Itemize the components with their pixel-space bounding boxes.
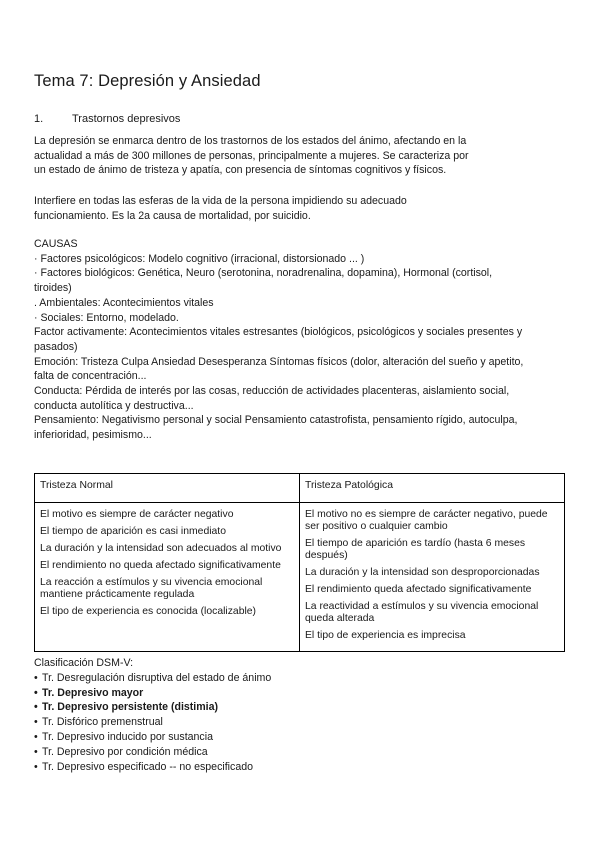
cell-line: El rendimiento queda afectado significativamente bbox=[305, 584, 532, 595]
cell-line: El tipo de experiencia es conocida (localizable) bbox=[40, 606, 257, 617]
list-item: • Tr. Depresivo por condición médica bbox=[34, 745, 208, 758]
text-line: conducta autolítica y destructiva... bbox=[34, 399, 194, 412]
text-line: actualidad a más de 300 millones de personas, principalmente a mujeres. Se caracteriza por bbox=[34, 149, 469, 162]
section-heading bbox=[34, 113, 180, 125]
page-title: Tema 7: Depresión y Ansiedad bbox=[34, 72, 261, 90]
text-line: Factor activamente: Acontecimientos vitales estresantes (biológicos, psicológicos y sociales presentes y bbox=[34, 326, 523, 339]
text-line: Conducta: Pérdida de interés por las cosas, reducción de actividades placenteras, aislamiento social, bbox=[34, 385, 510, 398]
cell-line: El tiempo de aparición es tardío (hasta 6 meses después) bbox=[305, 538, 526, 561]
text-line: · Factores biológicos: Genética, Neuro (serotonina, noradrenalina, dopamina), Hormonal (cortisol, bbox=[34, 267, 493, 280]
intro-paragraph bbox=[34, 134, 554, 178]
text-line: . Ambientales: Acontecimientos vitales bbox=[34, 296, 214, 309]
dsm-classification bbox=[34, 656, 271, 774]
text-line: tiroides) bbox=[34, 282, 72, 295]
causas-block bbox=[34, 237, 554, 443]
list-item: • Tr. Desregulación disruptiva del estado de ánimo bbox=[34, 671, 272, 684]
table-header-row bbox=[35, 474, 565, 503]
comparison-table bbox=[34, 473, 565, 652]
text-line: un estado de ánimo de tristeza y apatía, con presencia de síntomas cognitivos y físicos. bbox=[34, 164, 447, 177]
patologica-cell bbox=[300, 503, 565, 652]
causas-heading: CAUSAS bbox=[34, 238, 78, 250]
cell-line: El tipo de experiencia es imprecisa bbox=[305, 630, 466, 641]
dsm-heading: Clasificación DSM-V: bbox=[34, 657, 134, 669]
text-line: La depresión se enmarca dentro de los trastornos de los estados del ánimo, afectando en la bbox=[34, 135, 467, 147]
list-item: • Tr. Disfórico premenstrual bbox=[34, 716, 163, 729]
normal-cell bbox=[35, 503, 300, 652]
dsm-list bbox=[34, 671, 271, 775]
cell-line: El rendimiento no queda afectado significativamente bbox=[40, 560, 281, 571]
list-item: • Tr. Depresivo inducido por sustancia bbox=[34, 730, 213, 743]
cell-line: El motivo es siempre de carácter negativo bbox=[40, 509, 234, 520]
list-item: • Tr. Depresivo mayor bbox=[34, 686, 144, 699]
cell-line: La reacción a estímulos y su vivencia emocional mantiene prácticamente regulada bbox=[40, 577, 263, 600]
text-line: pasados) bbox=[34, 340, 78, 353]
cell-line: El tiempo de aparición es casi inmediato bbox=[40, 526, 226, 537]
cell-line: El motivo no es siempre de carácter negativo, puede ser positivo o cualquier cambio bbox=[305, 509, 548, 532]
text-line: falta de concentración... bbox=[34, 370, 147, 383]
text-line: Emoción: Tristeza Culpa Ansiedad Desesperanza Síntomas físicos (dolor, alteración del sueño y apetito, bbox=[34, 355, 524, 368]
text-line: Pensamiento: Negativismo personal y social Pensamiento catastrofista, pensamiento rígido, autoculpa, bbox=[34, 414, 518, 427]
cell-line: La duración y la intensidad son adecuados al motivo bbox=[40, 543, 282, 554]
header-tristeza-patologica: Tristeza Patológica bbox=[300, 474, 565, 503]
section-number: 1. bbox=[34, 113, 44, 125]
text-line: · Factores psicológicos: Modelo cognitivo (irracional, distorsionado ... ) bbox=[34, 252, 365, 265]
cell-line: La duración y la intensidad son desproporcionadas bbox=[305, 567, 540, 578]
text-line: funcionamiento. Es la 2a causa de mortalidad, por suicidio. bbox=[34, 209, 311, 222]
list-item: • Tr. Depresivo persistente (distimia) bbox=[34, 701, 219, 714]
text-line: inferioridad, pesimismo... bbox=[34, 429, 152, 442]
cell-line: La reactividad a estímulos y su vivencia emocional queda alterada bbox=[305, 601, 539, 624]
interfere-paragraph bbox=[34, 194, 554, 223]
section-label: Trastornos depresivos bbox=[72, 113, 181, 125]
text-line: Interfiere en todas las esferas de la vida de la persona impidiendo su adecuado bbox=[34, 195, 407, 207]
table-row bbox=[35, 503, 565, 652]
header-tristeza-normal: Tristeza Normal bbox=[35, 474, 300, 503]
text-line: · Sociales: Entorno, modelado. bbox=[34, 311, 179, 324]
list-item: • Tr. Depresivo especificado -- no especificado bbox=[34, 760, 253, 773]
